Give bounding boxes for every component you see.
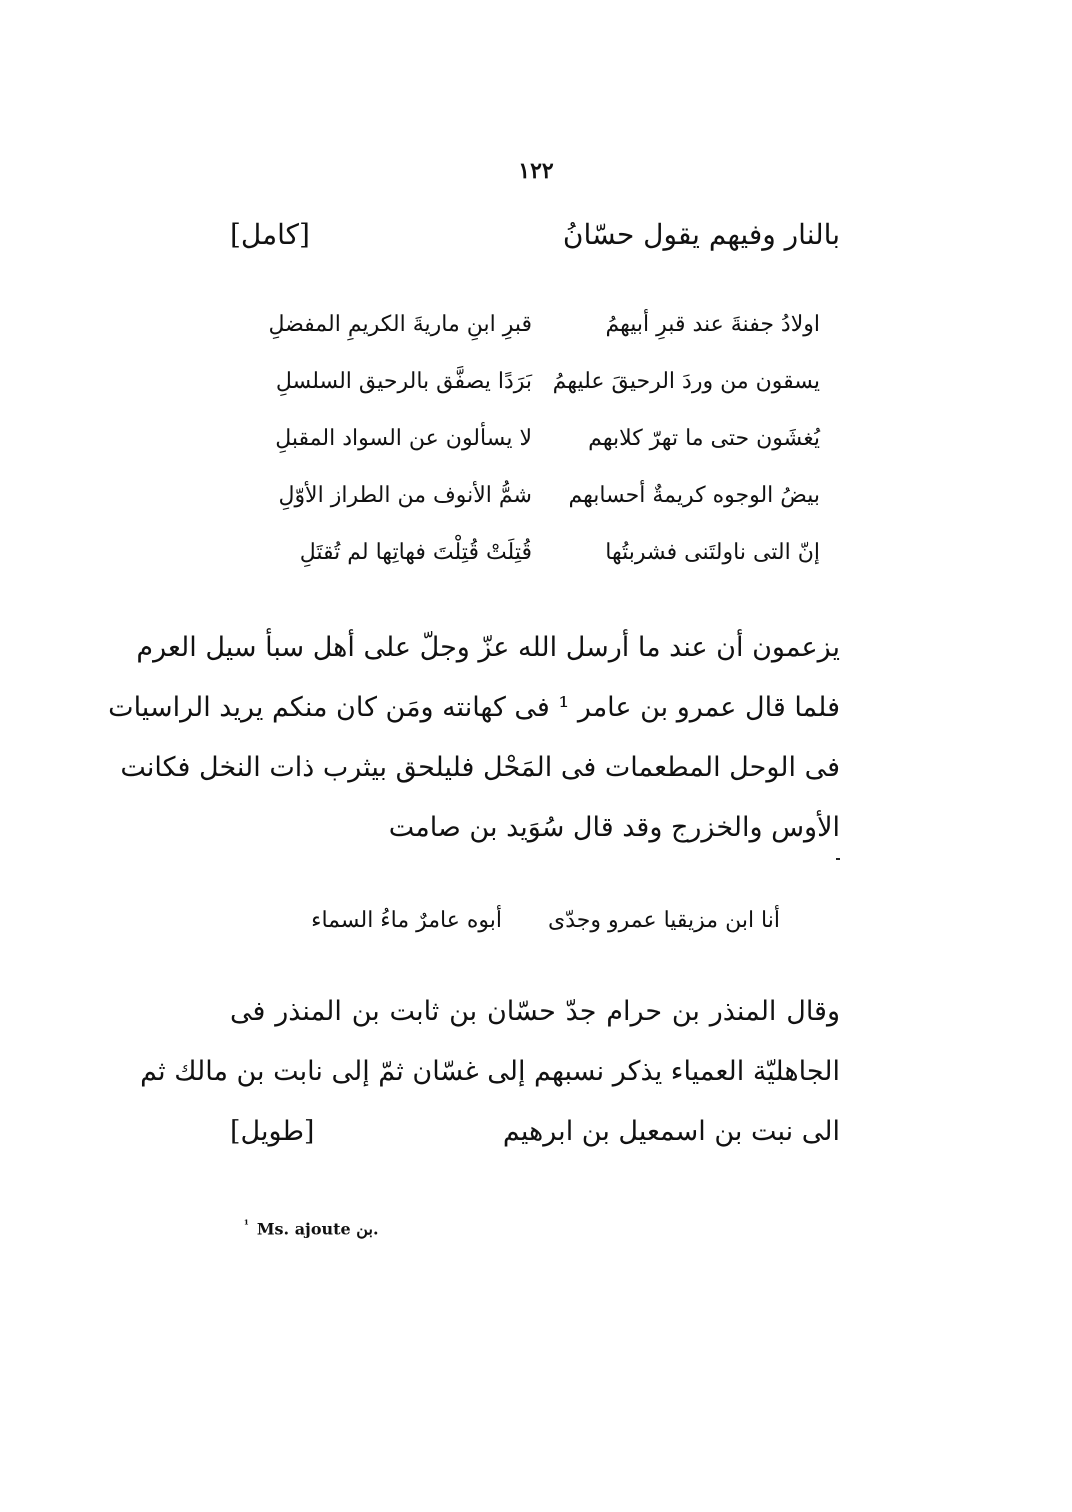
- verse-first-hemistich: أنا ابن مزيقيا عمرو وجدّى: [547, 908, 780, 933]
- verse-first-hemistich: يسقون من وردَ الرحيقَ عليهمُ: [552, 369, 820, 394]
- verse-line: [240, 426, 830, 483]
- verse-introduction-text: بالنار وفيهم يقول حسّانُ: [562, 218, 840, 251]
- verse-second-hemistich: قبرِ ابنِ ماريةَ الكريمِ المفضلِ: [268, 312, 532, 337]
- prose-line: الجاهليّة العمياء يذكر نسبهم إلى غسّان ثمّ إلى نابت بن مالك ثم: [140, 1056, 840, 1087]
- verse-second-hemistich: لا يسألون عن السواد المقبلِ: [275, 426, 532, 451]
- verse-line: [240, 312, 830, 369]
- verse-line: [240, 369, 830, 426]
- prose-line-text: الى نبت بن اسمعيل بن ابرهيم: [502, 1116, 840, 1147]
- verse-introduction: [230, 218, 840, 266]
- prose-line: وقال المنذر بن حرام جدّ حسّان بن ثابت بن المنذر فى: [230, 996, 840, 1027]
- footnote: [230, 1218, 840, 1238]
- verse-line: [240, 483, 830, 540]
- prose-paragraph: [108, 632, 840, 872]
- verse-first-hemistich: يُغشَون حتى ما تهرّ كلابهم: [588, 426, 820, 451]
- page-number: ١٢٢: [518, 158, 554, 184]
- margin-mark: [836, 858, 840, 860]
- verse-first-hemistich: اولادُ جفنةَ عند قبرِ أبيهمُ: [605, 312, 820, 337]
- verse-second-hemistich: أبوه عامرٌ ماءُ السماء: [311, 908, 502, 933]
- verse-second-hemistich: شمُّ الأنوف من الطراز الأوّلِ: [278, 483, 532, 508]
- footnote-marker: ¹: [244, 1218, 249, 1231]
- meter-label: [طويل]: [230, 1116, 315, 1147]
- prose-paragraph: [140, 996, 840, 1176]
- poem-block: [240, 312, 830, 597]
- verse-second-hemistich: بَرَدًا يصفَّق بالرحيق السلسلِ: [275, 369, 532, 394]
- verse-line: [240, 908, 830, 965]
- prose-line: يزعمون أن عند ما أرسل الله عزّ وجلّ على أهل سبأ سيل العرم: [136, 632, 840, 663]
- prose-line: [230, 1116, 840, 1176]
- meter-label: [كامل]: [230, 218, 310, 251]
- prose-line: الأوس والخزرج وقد قال سُوَيد بن صامت: [388, 812, 840, 843]
- poem-block: [240, 908, 830, 965]
- prose-line: فلما قال عمرو بن عامر ¹ فى كهانته ومَن كان منكم يريد الراسيات: [108, 692, 840, 723]
- verse-second-hemistich: قُتِلَتْ قُتِلْتَ فهاتِها لم تُقتَلِ: [299, 540, 532, 565]
- verse-first-hemistich: إنّ التى ناولتَنى فشربتُها: [605, 540, 820, 565]
- verse-first-hemistich: بيضُ الوجوه كريمةٌ أحسابهم: [568, 483, 820, 508]
- prose-line: فى الوحل المطعمات فى المَحْل فليلحق بيثرب ذات النخل فكانت: [120, 752, 840, 783]
- verse-line: [240, 540, 830, 597]
- footnote-text: Ms. ajoute بن.: [256, 1219, 379, 1239]
